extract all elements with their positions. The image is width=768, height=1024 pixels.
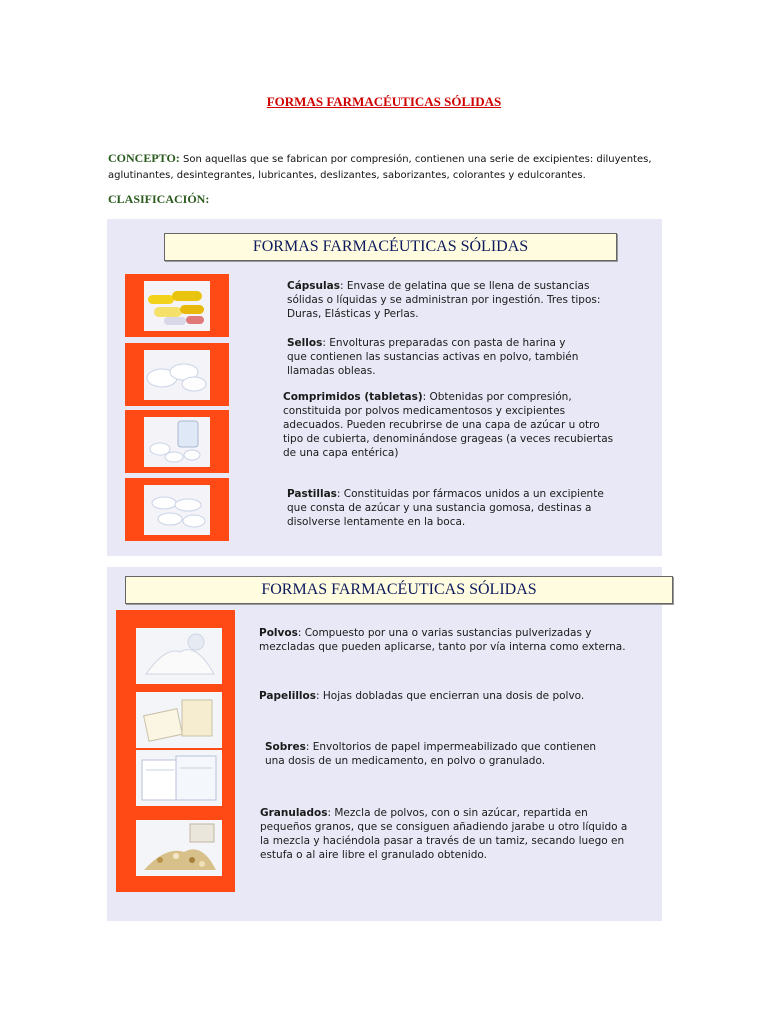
clasificacion-label: CLASIFICACIÓN: bbox=[108, 192, 210, 206]
granulados-description: Granulados: Mezcla de polvos, con o sin azúcar, repartida en pequeños granos, que se consiguen añadiendo jarabe u otro líquido a la mezcla y haciéndola pasar a través de un tamiz, secando luego en estufa o al aire libre el granulado obtenido. bbox=[260, 807, 628, 861]
sellos-image bbox=[125, 343, 229, 406]
panel-solid-forms-1 bbox=[107, 219, 662, 556]
sellos-description: Sellos: Envolturas preparadas con pasta de harina y que contienen las sustancias activas en polvo, también llamadas obleas. bbox=[287, 337, 579, 377]
concepto-text: Son aquellas que se fabrican por compresión, contienen una serie de excipientes: diluyentes, aglutinantes, desintegrantes, lubricantes, deslizantes, saborizantes, colorantes y edulcorantes. bbox=[108, 154, 652, 181]
papelillos-description: Papelillos: Hojas dobladas que encierran una dosis de polvo. bbox=[259, 690, 585, 702]
panel1-header: FORMAS FARMACÉUTICAS SÓLIDAS bbox=[164, 233, 617, 261]
comprimidos-image bbox=[125, 410, 229, 473]
capsules-image bbox=[125, 274, 229, 337]
sobres-description: Sobres: Envoltorios de papel impermeabilizado que contienen una dosis de un medicamento, en polvo o granulado. bbox=[265, 741, 597, 767]
capsulas-description: Cápsulas: Envase de gelatina que se llena de sustancias sólidas o líquidas y se administran por ingestión. Tres tipos: Duras, Elásticas y Perlas. bbox=[287, 280, 601, 320]
panel-solid-forms-2 bbox=[107, 567, 662, 921]
images-frame bbox=[116, 610, 235, 892]
pastillas-description: Pastillas: Constituidas por fármacos unidos a un excipiente que consta de azúcar y una sustancia gomosa, destinas a disolverse lentamente en la boca. bbox=[287, 488, 604, 528]
page-title: FORMAS FARMACÉUTICAS SÓLIDAS bbox=[266, 94, 502, 109]
concepto-label: CONCEPTO: bbox=[108, 151, 180, 165]
panel2-header: FORMAS FARMACÉUTICAS SÓLIDAS bbox=[125, 576, 673, 604]
concepto-paragraph bbox=[108, 150, 668, 184]
papelillos-image bbox=[136, 692, 222, 748]
comprimidos-description: Comprimidos (tabletas): Obtenidas por compresión, constituida por polvos medicamentosos y excipientes adecuados. Pueden recubrirse de una capa de azúcar u otro tipo de cubierta, denominándose grageas (a veces recubiertas de una capa entérica) bbox=[283, 391, 614, 459]
pastillas-image bbox=[125, 478, 229, 541]
sobres-image bbox=[136, 750, 222, 806]
polvos-description: Polvos: Compuesto por una o varias sustancias pulverizadas y mezcladas que pueden aplicarse, tanto por vía interna como externa. bbox=[259, 627, 626, 653]
polvos-image bbox=[136, 628, 222, 684]
granulados-image bbox=[136, 820, 222, 876]
